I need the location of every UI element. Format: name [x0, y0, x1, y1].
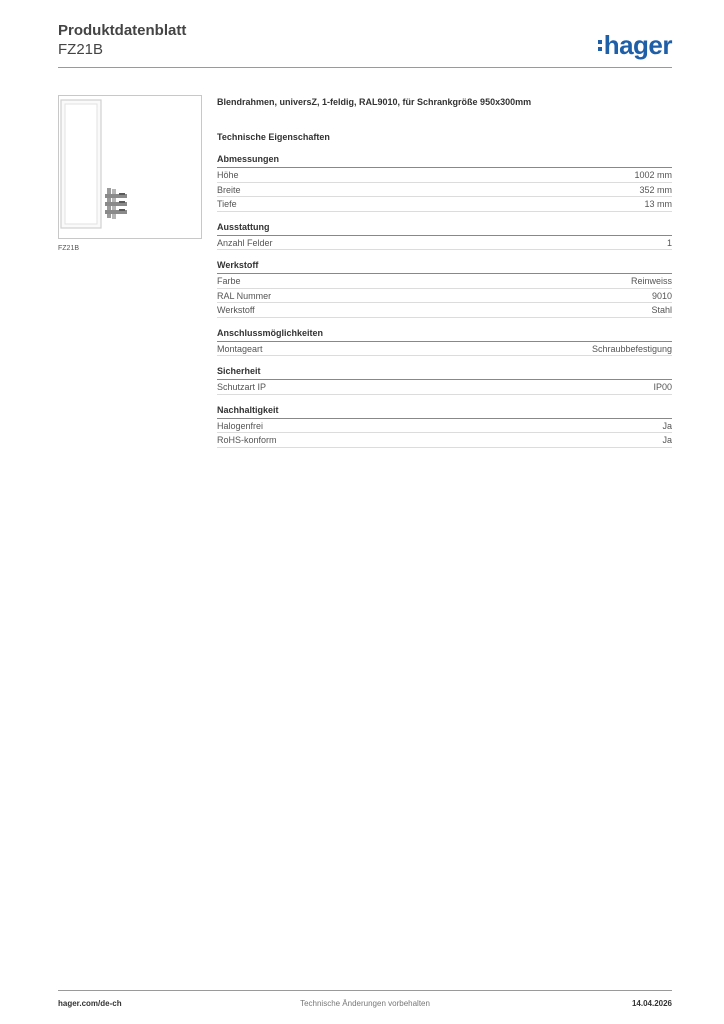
property-row — [217, 380, 672, 395]
group-title: Werkstoff — [217, 260, 672, 274]
property-label: Schutzart IP — [217, 382, 267, 392]
property-row — [217, 274, 672, 289]
property-label: Farbe — [217, 276, 241, 286]
logo-text: hager — [603, 30, 672, 60]
tech-properties-heading: Technische Eigenschaften — [217, 132, 330, 142]
image-caption: FZ21B — [58, 245, 80, 252]
property-row — [217, 342, 672, 357]
hager-logo — [598, 30, 672, 61]
property-label: Halogenfrei — [217, 420, 264, 431]
property-value: Stahl — [651, 305, 672, 315]
group-title: Abmessungen — [217, 154, 672, 168]
property-row — [217, 289, 672, 304]
group-title: Nachhaltigkeit — [217, 405, 672, 419]
footer-notice: Technische Änderungen vorbehalten — [300, 999, 430, 1008]
property-value: 1 — [666, 237, 672, 248]
group-werkstoff — [217, 260, 672, 318]
property-value: IP00 — [653, 382, 672, 392]
product-description: Blendrahmen, universZ, 1-feldig, RAL9010, für Schrankgröße 950x300mm — [217, 97, 532, 107]
property-label: Werkstoff — [217, 305, 255, 315]
product-code: FZ21B — [58, 41, 104, 58]
property-value: 1002 mm — [634, 170, 672, 180]
product-details — [217, 97, 672, 458]
property-row — [217, 183, 672, 198]
property-label: Höhe — [217, 170, 239, 180]
group-sicherheit — [217, 366, 672, 395]
property-value: Ja — [662, 420, 672, 431]
property-value: Schraubbefestigung — [591, 343, 672, 354]
document-title: Produktdatenblatt — [58, 22, 187, 39]
logo-dots-icon — [598, 40, 602, 51]
product-image — [58, 95, 202, 239]
property-label: Montageart — [217, 343, 263, 354]
property-label: RoHS-konform — [217, 435, 277, 445]
page-header — [58, 20, 672, 68]
page-footer — [58, 990, 672, 1014]
group-title: Ausstattung — [217, 222, 672, 236]
group-nachhaltigkeit — [217, 405, 672, 448]
footer-date: 14.04.2026 — [631, 999, 672, 1008]
group-anschluss — [217, 328, 672, 357]
property-row — [217, 433, 672, 448]
footer-website-link[interactable]: hager.com/de-ch — [58, 999, 122, 1008]
property-label: Tiefe — [217, 199, 237, 209]
property-value: 9010 — [651, 290, 672, 301]
property-row — [217, 303, 672, 318]
group-abmessungen — [217, 154, 672, 212]
property-label: RAL Nummer — [217, 290, 272, 301]
property-label: Breite — [217, 184, 241, 195]
property-row — [217, 236, 672, 251]
property-value: 352 mm — [639, 184, 672, 195]
property-value: 13 mm — [644, 199, 672, 209]
property-row — [217, 197, 672, 212]
frame-illustration — [59, 96, 201, 238]
group-title: Sicherheit — [217, 366, 672, 380]
group-ausstattung — [217, 222, 672, 251]
property-row — [217, 419, 672, 434]
property-label: Anzahl Felder — [217, 237, 273, 248]
property-row — [217, 168, 672, 183]
group-title: Anschlussmöglichkeiten — [217, 328, 672, 342]
property-value: Reinweiss — [630, 276, 672, 286]
property-value: Ja — [662, 435, 672, 445]
